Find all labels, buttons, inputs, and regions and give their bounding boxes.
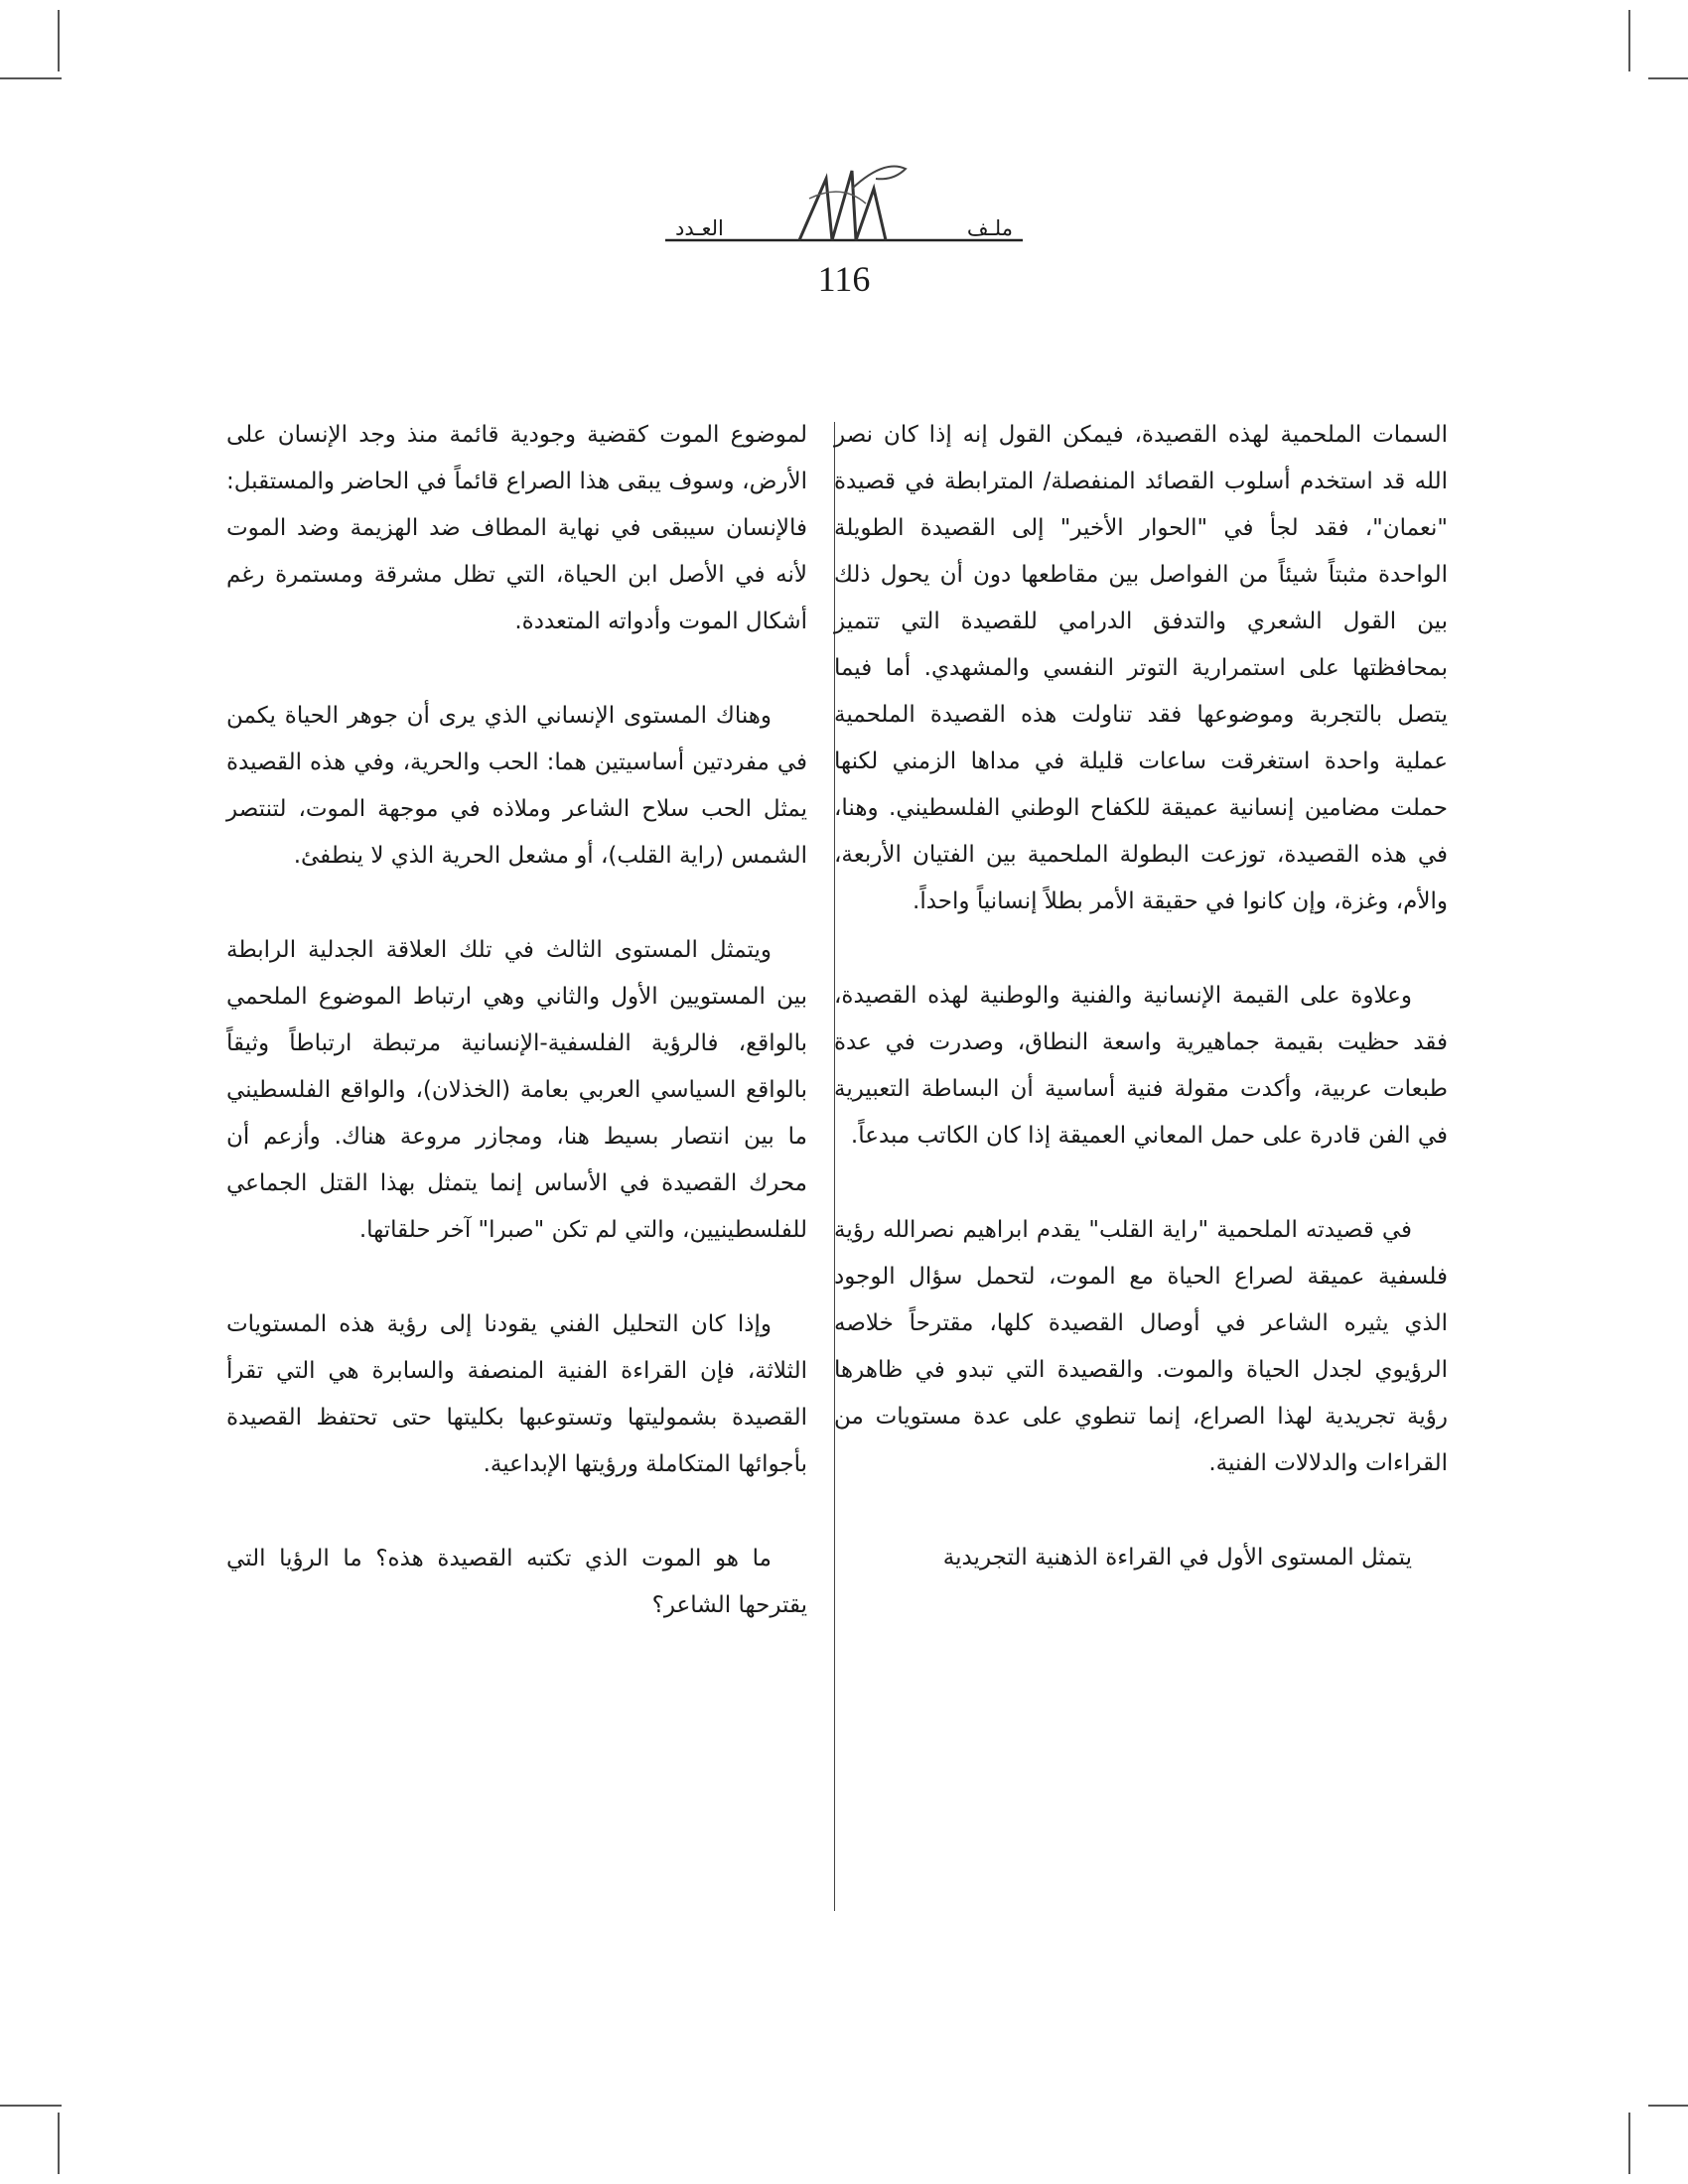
crop-mark-top-left	[0, 77, 62, 79]
header-issue-word: العـدد	[675, 216, 724, 240]
paragraph: في قصيدته الملحمية "راية القلب" يقدم ابراهيم نصرالله رؤية فلسفية عميقة لصراع الحياة مع الموت، لتحمل سؤال الوجود الذي يثيره الشاعر في أوصال القصيدة كلها، مقترحاً خلاصه الرؤيوي لجدل الحياة والموت. والقصيدة التي تبدو في ظاهرها رؤية تجريدية لهذا الصراع، إنما تنطوي على عدة مستويات من القراءات والدلالات الفنية.	[834, 1217, 1448, 1476]
crop-mark-bottom-left	[58, 2113, 60, 2174]
crop-mark-bottom-right	[1648, 2105, 1688, 2107]
paragraph: السمات الملحمية لهذه القصيدة، فيمكن القول إنه إذا كان نصر الله قد استخدم أسلوب القصائد المنفصلة/ المترابطة في قصيدة "نعمان"، فقد لجأ في "الحوار الأخير" إلى القصيدة الطويلة الواحدة مثبتاً شيئاً من الفواصل بين مقاطعها دون أن يحول ذلك بين القول الشعري والتدفق الدرامي للقصيدة التي تتميز بمحافظتها على استمرارية التوتر النفسي والمشهدي. أما فيما يتصل بالتجربة وموضوعها فقد تناولت هذه القصيدة الملحمية عملية واحدة استغرقت ساعات قليلة في مداها الزمني لكنها حملت مضامين إنسانية عميقة للكفاح الوطني الفلسطيني. وهنا، في هذه القصيدة، توزعت البطولة الملحمية بين الفتيان الأربعة، والأم، وغزة، وإن كانوا في حقيقة الأمر بطلاً إنسانياً واحداً.	[834, 422, 1448, 914]
paragraph: يتمثل المستوى الأول في القراءة الذهنية التجريدية	[942, 1545, 1412, 1570]
crop-mark-top-left	[58, 10, 60, 71]
left-column	[226, 412, 807, 1677]
right-column	[834, 412, 1448, 1629]
magazine-logo-icon	[596, 149, 1092, 258]
crop-mark-top-right	[1648, 77, 1688, 79]
paragraph: ويتمثل المستوى الثالث في تلك العلاقة الجدلية الرابطة بين المستويين الأول والثاني وهي ارتباط الموضوع الملحمي بالواقع، فالرؤية الفلسفية-الإنسانية مرتبطة ارتباطاً وثيقاً بالواقع السياسي العربي بعامة (الخذلان)، والواقع الفلسطيني ما بين انتصار بسيط هنا، ومجازر مروعة هناك. وأزعم أن محرك القصيدة في الأساس إنما يتمثل بهذا القتل الجماعي للفلسطينيين، والتي لم تكن "صبرا" آخر حلقاتها.	[226, 937, 807, 1243]
page-number: 116	[817, 259, 871, 299]
paragraph: وعلاوة على القيمة الإنسانية والفنية والوطنية لهذه القصيدة، فقد حظيت بقيمة جماهيرية واسعة النطاق، وصدرت في عدة طبعات عربية، وأكدت مقولة فنية أساسية أن البساطة التعبيرية في الفن قادرة على حمل المعاني العميقة إذا كان الكاتب مبدعاً.	[834, 983, 1448, 1149]
page-header	[596, 149, 1092, 308]
paragraph: ما هو الموت الذي تكتبه القصيدة هذه؟ ما الرؤيا التي يقترحها الشاعر؟	[226, 1546, 807, 1618]
header-file-word: ملـف	[966, 216, 1013, 240]
crop-mark-bottom-left	[0, 2105, 62, 2107]
paragraph: لموضوع الموت كقضية وجودية قائمة منذ وجد الإنسان على الأرض، وسوف يبقى هذا الصراع قائماً في الحاضر والمستقبل: فالإنسان سيبقى في نهاية المطاف ضد الهزيمة وضد الموت لأنه في الأصل ابن الحياة، التي تظل مشرقة ومستمرة رغم أشكال الموت وأدواته المتعددة.	[226, 422, 807, 634]
paragraph: وإذا كان التحليل الفني يقودنا إلى رؤية هذه المستويات الثلاثة، فإن القراءة الفنية المنصفة والسابرة هي التي تقرأ القصيدة بشموليتها وتستوعبها بكليتها حتى تحتفظ القصيدة بأجوائها المتكاملة ورؤيتها الإبداعية.	[226, 1311, 807, 1477]
crop-mark-bottom-right	[1628, 2113, 1630, 2174]
crop-mark-top-right	[1628, 10, 1630, 71]
paragraph: وهناك المستوى الإنساني الذي يرى أن جوهر الحياة يكمن في مفردتين أساسيتين هما: الحب والحرية، وفي هذه القصيدة يمثل الحب سلاح الشاعر وملاذه في موجهة الموت، لتنتصر الشمس (راية القلب)، أو مشعل الحرية الذي لا ينطفئ.	[226, 703, 807, 869]
